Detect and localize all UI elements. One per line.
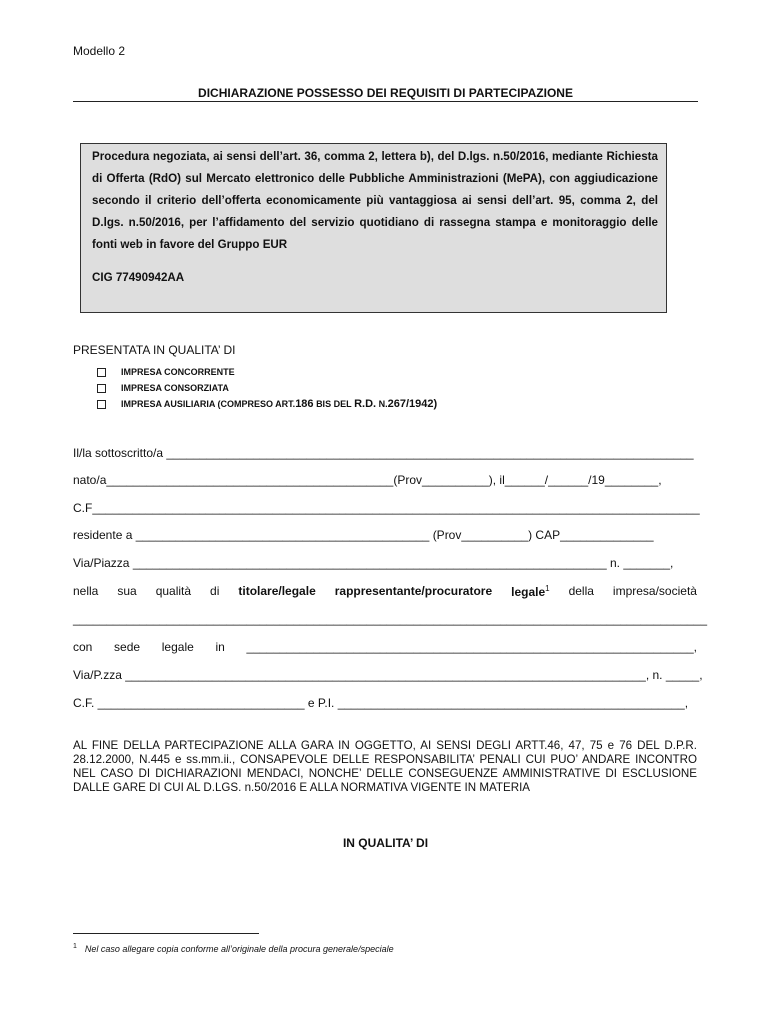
- footnote-divider: [73, 933, 259, 934]
- qualita-word: impresa/società: [612, 584, 697, 598]
- option-concorrente-label: IMPRESA CONCORRENTE: [121, 367, 235, 377]
- sede-word: legale: [161, 640, 194, 654]
- via-piazza-field[interactable]: Via/Piazza _______________________________________________________________________ n. _______,: [73, 556, 674, 570]
- qualita-word: nella: [73, 584, 99, 598]
- cig-code: CIG 77490942AA: [92, 271, 185, 284]
- option-ausiliaria-n: N.: [378, 399, 388, 409]
- sottoscritto-field[interactable]: Il/la sottoscritto/a _______________________________________________________________________________: [73, 446, 694, 460]
- title-underline: [73, 101, 698, 102]
- sede-word: sede: [114, 640, 141, 654]
- option-consorziata-label: IMPRESA CONSORZIATA: [121, 383, 229, 393]
- sede-row: [73, 640, 697, 654]
- footnote-reference: 1: [545, 584, 550, 593]
- cf-pi-field[interactable]: C.F. _______________________________ e P.I. ____________________________________________________,: [73, 696, 689, 710]
- option-ausiliaria[interactable]: [97, 398, 437, 410]
- option-ausiliaria-year: 267/1942): [387, 398, 438, 410]
- residente-field[interactable]: residente a ____________________________________________ (Prov__________) CAP______________: [73, 528, 654, 542]
- footnote-number: 1: [73, 943, 77, 950]
- document-title: DICHIARAZIONE POSSESSO DEI REQUISITI DI PARTECIPAZIONE: [198, 86, 573, 100]
- sede-word: con: [73, 640, 93, 654]
- nato-field[interactable]: nato/a___________________________________________(Prov__________), il______/______/19________,: [73, 473, 662, 487]
- in-qualita-heading: IN QUALITA’ DI: [342, 836, 429, 850]
- checkbox-concorrente[interactable]: [97, 368, 106, 377]
- model-label: Modello 2: [73, 44, 126, 58]
- role-titolare: titolare/legale: [238, 584, 316, 598]
- qualita-word: qualità: [155, 584, 192, 598]
- qualita-row: [73, 584, 697, 599]
- qualita-word: della: [568, 584, 594, 598]
- qualita-word: di: [210, 584, 220, 598]
- procedure-text: Procedura negoziata, ai sensi dell’art. 36, comma 2, lettera b), del D.lgs. n.50/2016, mediante Richiesta di Offerta (RdO) sul Mercato elettronico delle Pubbliche Amministrazioni (MePA), con aggiudicazione secondo il criterio dell’offerta economicamente più vantaggiosa ai sensi dell’art. 95, comma 2, del D.lgs. n.50/2016, per l’affidamento del servizio quotidiano di rassegna stampa e monitoraggio delle fonti web in favore del Gruppo EUR: [92, 150, 658, 251]
- role-legale: legale: [511, 585, 546, 599]
- qualita-word: sua: [117, 584, 137, 598]
- impresa-field[interactable]: _______________________________________________________________________________________________: [73, 612, 708, 626]
- via-pzza-field[interactable]: Via/P.zza ______________________________________________________________________________, n. _____,: [73, 668, 703, 682]
- role-rappresentante: rappresentante/procuratore: [334, 584, 493, 598]
- procedure-box: [80, 143, 667, 313]
- footnote: [73, 943, 394, 954]
- checkbox-consorziata[interactable]: [97, 384, 106, 393]
- declaration-paragraph: AL FINE DELLA PARTECIPAZIONE ALLA GARA IN OGGETTO, AI SENSI DEGLI ARTT.46, 47, 75 e 76 DEL D.P.R. 28.12.2000, N.445 e ss.mm.ii., CONSAPEVOLE DELLE RESPONSABILITA’ PENALI CUI PUO’ ANDARE INCONTRO NEL CASO DI DICHIARAZIONI MENDACI, NONCHE’ DELLE CONSEGUENZE AMMINISTRATIVE DI ESCLUSIONE DALLE GARE DI CUI AL D.LGS. n.50/2016 E ALLA NORMATIVA VIGENTE IN MATERIA: [73, 739, 697, 794]
- option-ausiliaria-label: IMPRESA AUSILIARIA (COMPRESO ART.: [121, 399, 296, 409]
- option-ausiliaria-bis: BIS DEL: [316, 399, 352, 409]
- option-ausiliaria-rd: R.D.: [354, 398, 377, 410]
- option-ausiliaria-article: 186: [295, 398, 314, 410]
- presentata-label: PRESENTATA IN QUALITA’ DI: [73, 343, 236, 357]
- option-concorrente[interactable]: [97, 367, 235, 377]
- sede-word: in: [215, 640, 225, 654]
- option-consorziata[interactable]: [97, 383, 229, 393]
- footnote-text: Nel caso allegare copia conforme all’originale della procura generale/speciale: [84, 944, 394, 954]
- sede-field[interactable]: ___________________________________________________________________,: [246, 640, 697, 654]
- codice-fiscale-field[interactable]: C.F___________________________________________________________________________________________: [73, 501, 700, 515]
- checkbox-ausiliaria[interactable]: [97, 400, 106, 409]
